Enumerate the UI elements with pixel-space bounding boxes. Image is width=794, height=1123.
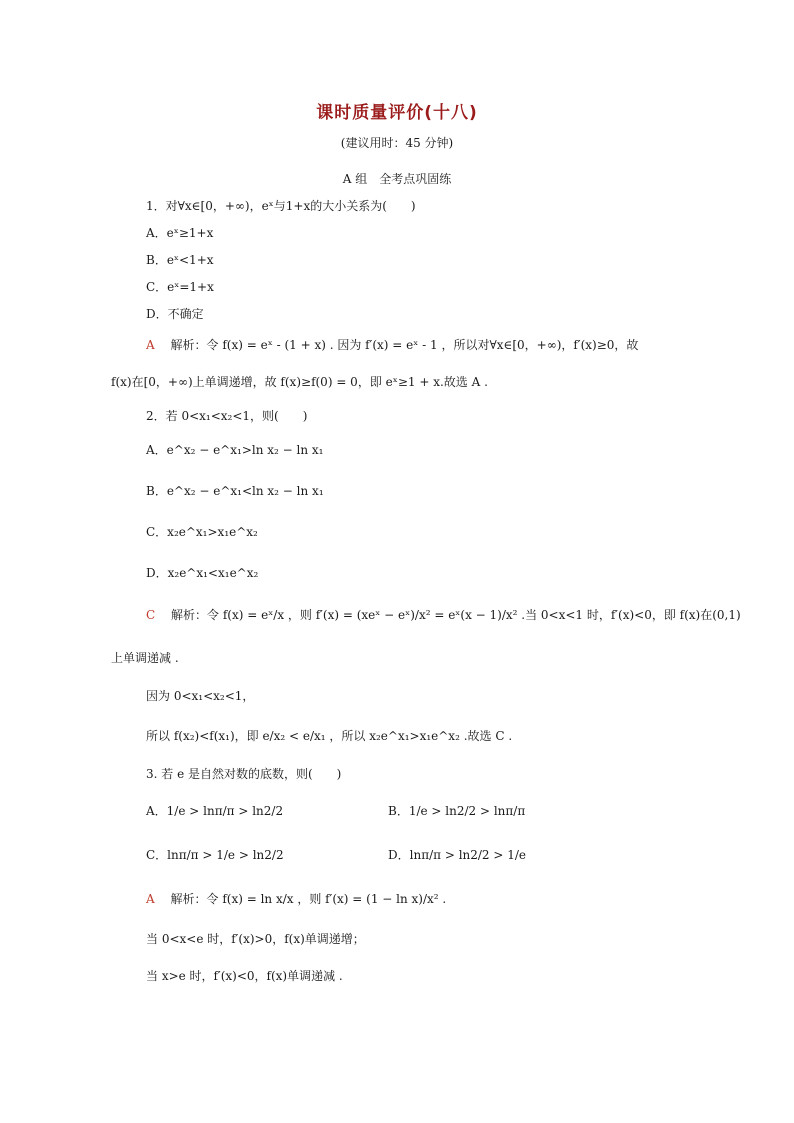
q1-analysis-line1: 令 f(x) = eˣ - (1 + x) . 因为 f′(x) = eˣ - 1 ，所以对∀x∈[0，+∞)，f′(x)≥0，故	[206, 338, 639, 352]
q2-stem: 2．若 0<x₁<x₂<1，则( )	[146, 409, 308, 423]
q1-analysis-line2: f(x)在[0，+∞)上单调递增，故 f(x)≥f(0) = 0，即 eˣ≥1 + x.故选 A .	[111, 375, 488, 389]
q1-stem: 1．对∀x∈[0，+∞)，eˣ与1+x的大小关系为( )	[146, 199, 416, 213]
q2-analysis	[146, 608, 741, 622]
q1-option-a: A．eˣ≥1+x	[146, 226, 214, 240]
time-suggestion: (建议用时：45 分钟)	[340, 136, 454, 150]
q1-analysis	[146, 338, 638, 352]
q2-analysis-label: 解析：	[171, 608, 208, 622]
q2-option-b: B．e^x₂ − e^x₁<ln x₂ − ln x₁	[146, 484, 324, 498]
q3-option-b: B．1/e > ln2/2 > lnπ/π	[388, 804, 526, 818]
q3-analysis-label: 解析：	[170, 892, 207, 906]
q3-analysis-line1: 令 f(x) = ln x/x ，则 f′(x) = (1 − ln x)/x² .	[206, 892, 447, 906]
q3-line2: 当 0<x<e 时，f′(x)>0，f(x)单调递增；	[146, 932, 365, 946]
q2-analysis-line1: 令 f(x) = eˣ/x ，则 f′(x) = (xeˣ − eˣ)/x² = eˣ(x − 1)/x² .当 0<x<1 时，f′(x)<0，即 f(x)在(0,1)	[207, 608, 741, 622]
q2-line3: 因为 0<x₁<x₂<1，	[146, 689, 255, 703]
q1-analysis-label: 解析：	[170, 338, 207, 352]
q2-option-a: A．e^x₂ − e^x₁>ln x₂ − ln x₁	[146, 443, 324, 457]
q2-line4: 所以 f(x₂)<f(x₁)，即 e/x₂ < e/x₁ ，所以 x₂e^x₁>x₁e^x₂ .故选 C .	[146, 729, 513, 743]
q3-answer: A	[146, 892, 155, 906]
q1-option-c: C．eˣ=1+x	[146, 280, 214, 294]
q3-option-c: C．lnπ/π > 1/e > ln2/2	[146, 848, 284, 862]
q1-option-d: D．不确定	[146, 307, 204, 321]
q2-analysis-line2: 上单调递减 .	[111, 651, 179, 665]
q2-answer: C	[146, 608, 156, 622]
page-title: 课时质量评价(十八)	[316, 103, 478, 123]
q3-option-d: D．lnπ/π > ln2/2 > 1/e	[388, 848, 527, 862]
q3-option-a: A．1/e > lnπ/π > ln2/2	[146, 804, 284, 818]
group-heading: A 组 全考点巩固练	[342, 172, 452, 186]
q1-option-b: B．eˣ<1+x	[146, 253, 214, 267]
q3-line3: 当 x>e 时，f′(x)<0，f(x)单调递减 .	[146, 969, 343, 983]
q1-answer: A	[146, 338, 155, 352]
q3-analysis	[146, 892, 446, 906]
q2-option-c: C．x₂e^x₁>x₁e^x₂	[146, 525, 258, 539]
q3-stem: 3. 若 e 是自然对数的底数，则( )	[146, 767, 342, 781]
q2-option-d: D．x₂e^x₁<x₁e^x₂	[146, 566, 259, 580]
